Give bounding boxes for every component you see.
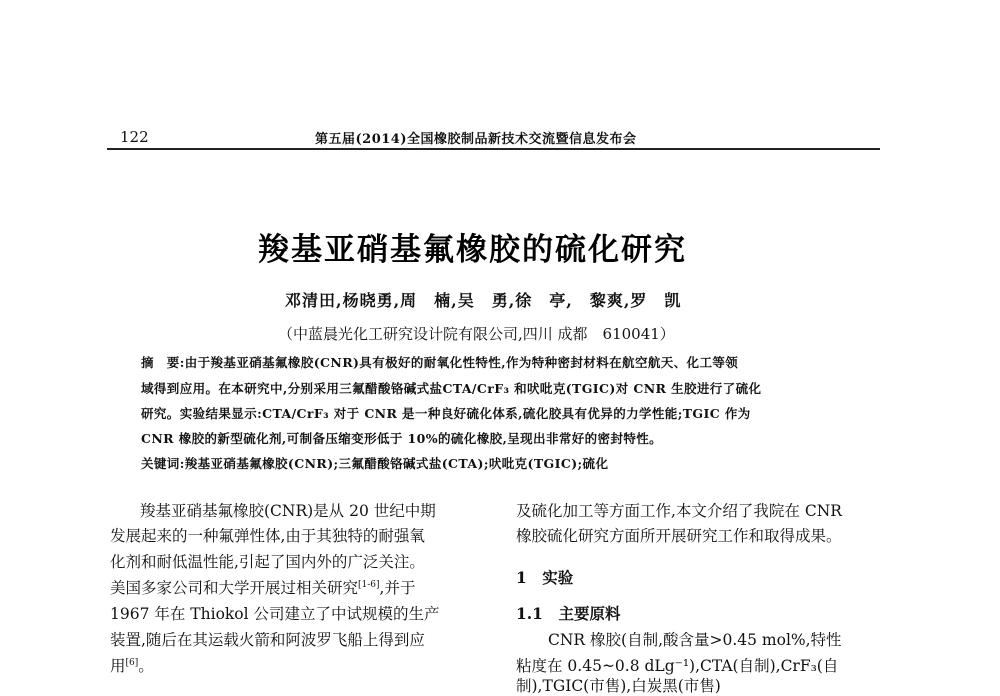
body-text: 用 (110, 657, 126, 675)
keywords-line: 关键词:羧基亚硝基氟橡胶(CNR);三氟醋酸铬碱式盐(CTA);吠吡克(TGIC);硫化 (141, 456, 609, 471)
body-text-line: 1967 年在 Thiokol 公司建立了中试规模的生产 (110, 605, 440, 623)
body-text-line: CNR 橡胶(自制,酸含量>0.45 mol%,特性 (548, 631, 842, 649)
body-text-line: 羧基亚硝基氟橡胶(CNR)是从 20 世纪中期 (140, 502, 436, 520)
body-text: ,并于 (379, 579, 416, 597)
body-text-line (110, 654, 154, 676)
abstract-line: 域得到应用。在本研究中,分别采用三氟醋酸铬碱式盐CTA/CrF₃ 和吠吡克(TGIC)对 CNR 生胶进行了硫化 (141, 381, 762, 396)
body-text: 美国多家公司和大学开展过相关研究 (110, 579, 359, 597)
header-rule (107, 148, 880, 150)
paper-authors: 邓清田,杨晓勇,周 楠,吴 勇,徐 亭, 黎爽,罗 凯 (285, 291, 682, 310)
citation-ref: [6] (125, 657, 139, 668)
body-text-line: 及硫化加工等方面工作,本文介绍了我院在 CNR (516, 502, 842, 520)
body-text: 。 (138, 657, 154, 675)
body-text-line: 发展起来的一种氟弹性体,由于其独特的耐强氧 (110, 527, 425, 545)
abstract-line: CNR 橡胶的新型硫化剂,可制备压缩变形低于 10%的硫化橡胶,呈现出非常好的密封特性。 (141, 431, 663, 446)
body-text-line: 橡胶硫化研究方面所开展研究工作和取得成果。 (516, 527, 842, 545)
abstract-line: 摘 要:由于羧基亚硝基氟橡胶(CNR)具有极好的耐氧化性特性,作为特种密封材料在航空航天、化工等领 (141, 355, 739, 370)
citation-ref: [1-6] (358, 579, 380, 590)
body-text-line: 装置,随后在其运载火箭和阿波罗飞船上得到应 (110, 631, 425, 649)
section-heading: 1 实验 (516, 568, 574, 587)
cut-off-line (510, 676, 810, 695)
paper-affiliation: （中蓝晨光化工研究设计院有限公司,四川 成都 610041） (278, 325, 675, 343)
abstract-line: 研究。实验结果显示:CTA/CrF₃ 对于 CNR 是一种良好硫化体系,硫化胶具有优异的力学性能;TGIC 作为 (141, 406, 751, 421)
subsection-heading: 1.1 主要原料 (516, 604, 621, 623)
paper-title: 羧基亚硝基氟橡胶的硫化研究 (258, 232, 687, 268)
body-text-line: 粘度在 0.45~0.8 dLg⁻¹),CTA(自制),CrF₃(自 (516, 657, 839, 675)
page-number: 122 (120, 128, 149, 146)
body-text-line-partial: 制),TGIC(市售),白炭黑(市售) (516, 677, 721, 695)
body-text-line (110, 576, 415, 598)
running-title: 第五届(2014)全国橡胶制品新技术交流暨信息发布会 (315, 132, 637, 147)
body-text-line: 化剂和耐低温性能,引起了国内外的广泛关注。 (110, 553, 425, 571)
